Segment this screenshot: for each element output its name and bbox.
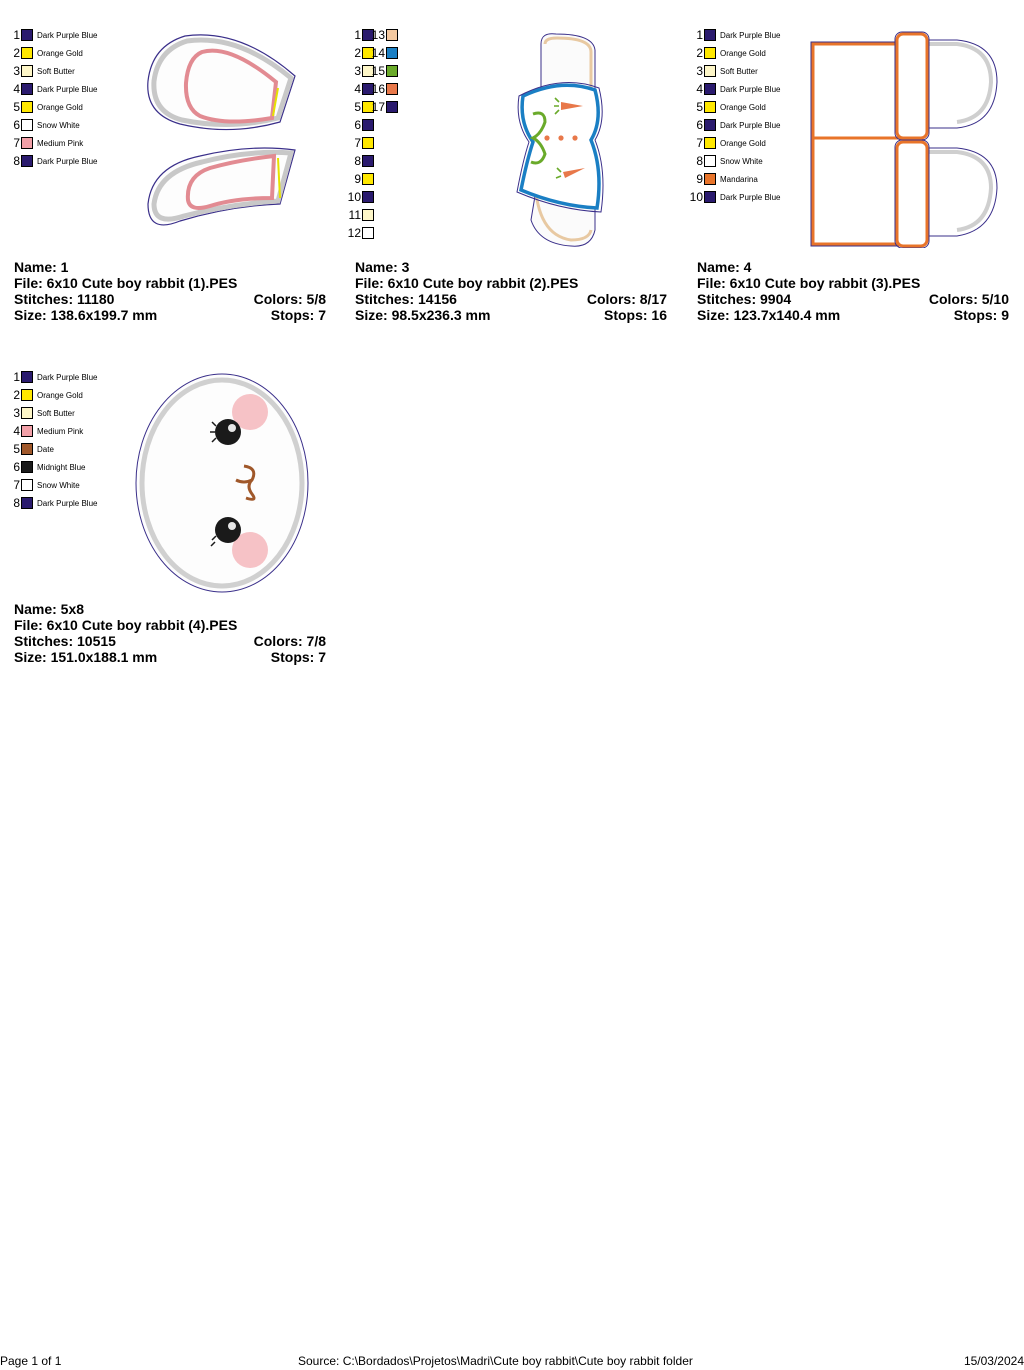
design-name: Name: 5x8 <box>14 601 85 617</box>
thread-swatch <box>704 47 716 59</box>
rabbit-feet-preview <box>807 30 1001 248</box>
thread-name: Snow White <box>37 120 80 130</box>
design-colors: Colors: 8/17 <box>586 291 667 307</box>
thread-number: 14 <box>371 46 385 60</box>
design-info <box>14 601 326 665</box>
thread-color-row <box>347 134 374 152</box>
thread-number: 7 <box>354 136 361 150</box>
thread-name: Midnight Blue <box>37 462 86 472</box>
thread-number: 16 <box>371 82 385 96</box>
thread-swatch <box>21 371 33 383</box>
thread-color-row <box>347 152 374 170</box>
thread-name: Dark Purple Blue <box>37 156 98 166</box>
thread-number: 1 <box>696 28 703 42</box>
design-block-2[interactable] <box>341 0 671 330</box>
source-path: Source: C:\Bordados\Projetos\Madri\Cute boy rabbit\Cute boy rabbit folder <box>298 1354 693 1368</box>
thread-color-row <box>347 206 374 224</box>
thread-color-row <box>6 386 83 404</box>
design-file: File: 6x10 Cute boy rabbit (2).PES <box>355 275 579 291</box>
design-name: Name: 1 <box>14 259 69 275</box>
thread-color-row <box>6 98 83 116</box>
thread-swatch <box>21 47 33 59</box>
thread-color-row <box>371 44 398 62</box>
thread-number: 2 <box>696 46 703 60</box>
thread-number: 7 <box>13 136 20 150</box>
thread-color-row <box>6 134 83 152</box>
thread-color-row <box>371 26 398 44</box>
thread-name: Medium Pink <box>37 426 84 436</box>
design-stitches: Stitches: 10515 <box>14 633 116 649</box>
thread-swatch <box>21 389 33 401</box>
thread-swatch <box>21 83 33 95</box>
thread-swatch <box>362 227 374 239</box>
thread-color-row <box>6 368 97 386</box>
thread-name: Orange Gold <box>720 48 766 58</box>
thread-number: 10 <box>347 190 361 204</box>
thread-color-row <box>347 224 374 242</box>
thread-color-row <box>347 98 374 116</box>
thread-swatch <box>21 155 33 167</box>
thread-swatch <box>704 83 716 95</box>
rabbit-face-preview <box>134 372 310 594</box>
thread-name: Dark Purple Blue <box>720 192 781 202</box>
thread-swatch <box>21 119 33 131</box>
design-stops: Stops: 16 <box>603 307 667 323</box>
design-colors: Colors: 5/8 <box>253 291 326 307</box>
thread-number: 2 <box>354 46 361 60</box>
thread-color-row <box>6 26 97 44</box>
design-info <box>355 259 667 323</box>
thread-swatch <box>704 155 716 167</box>
thread-color-row <box>689 80 780 98</box>
thread-number: 5 <box>354 100 361 114</box>
thread-number: 1 <box>354 28 361 42</box>
thread-swatch <box>386 83 398 95</box>
thread-number: 4 <box>13 424 20 438</box>
design-colors: Colors: 7/8 <box>253 633 326 649</box>
thread-swatch <box>386 101 398 113</box>
thread-number: 8 <box>13 496 20 510</box>
thread-number: 5 <box>696 100 703 114</box>
thread-color-row <box>689 152 763 170</box>
thread-number: 17 <box>371 100 385 114</box>
thread-swatch <box>362 137 374 149</box>
thread-color-row <box>6 80 97 98</box>
design-file: File: 6x10 Cute boy rabbit (3).PES <box>697 275 921 291</box>
thread-color-row <box>347 116 374 134</box>
thread-swatch <box>21 479 33 491</box>
thread-color-row <box>371 98 398 116</box>
thread-number: 6 <box>13 118 20 132</box>
thread-number: 3 <box>696 64 703 78</box>
thread-name: Dark Purple Blue <box>720 30 781 40</box>
design-colors: Colors: 5/10 <box>928 291 1009 307</box>
thread-name: Soft Butter <box>720 66 758 76</box>
thread-name: Soft Butter <box>37 66 75 76</box>
design-size: Size: 151.0x188.1 mm <box>14 649 158 665</box>
thread-name: Orange Gold <box>720 102 766 112</box>
thread-color-row <box>689 44 766 62</box>
thread-name: Mandarina <box>720 174 758 184</box>
thread-color-row <box>689 170 758 188</box>
thread-color-row <box>6 494 97 512</box>
design-stitches: Stitches: 14156 <box>355 291 457 307</box>
thread-number: 9 <box>354 172 361 186</box>
design-file: File: 6x10 Cute boy rabbit (4).PES <box>14 617 238 633</box>
thread-number: 9 <box>696 172 703 186</box>
design-size: Size: 138.6x199.7 mm <box>14 307 158 323</box>
thread-number: 8 <box>13 154 20 168</box>
thread-number: 3 <box>13 64 20 78</box>
design-stops: Stops: 7 <box>270 649 326 665</box>
thread-swatch <box>21 137 33 149</box>
thread-color-row <box>6 476 80 494</box>
design-file: File: 6x10 Cute boy rabbit (1).PES <box>14 275 238 291</box>
thread-number: 5 <box>13 100 20 114</box>
thread-swatch <box>21 443 33 455</box>
thread-color-row <box>689 116 780 134</box>
thread-number: 12 <box>347 226 361 240</box>
thread-color-row <box>689 188 780 206</box>
thread-name: Dark Purple Blue <box>37 84 98 94</box>
design-block-3[interactable] <box>683 0 1013 330</box>
design-stops: Stops: 9 <box>953 307 1009 323</box>
thread-number: 13 <box>371 28 385 42</box>
thread-number: 8 <box>696 154 703 168</box>
design-name: Name: 4 <box>697 259 752 275</box>
thread-number: 8 <box>354 154 361 168</box>
thread-swatch <box>21 425 33 437</box>
thread-name: Orange Gold <box>37 102 83 112</box>
thread-swatch <box>704 119 716 131</box>
thread-number: 6 <box>696 118 703 132</box>
page-number: Page 1 of 1 <box>0 1354 62 1368</box>
thread-color-row <box>371 80 398 98</box>
thread-swatch <box>386 47 398 59</box>
design-size: Size: 123.7x140.4 mm <box>697 307 841 323</box>
design-stops: Stops: 7 <box>270 307 326 323</box>
thread-color-row <box>6 62 75 80</box>
thread-color-row <box>689 62 758 80</box>
thread-color-row <box>6 440 54 458</box>
thread-swatch <box>362 209 374 221</box>
thread-swatch <box>362 173 374 185</box>
rabbit-vest-preview <box>511 30 611 252</box>
thread-swatch <box>21 29 33 41</box>
design-block-1[interactable] <box>0 0 330 330</box>
thread-color-row <box>6 152 97 170</box>
thread-color-row <box>6 404 75 422</box>
thread-swatch <box>704 137 716 149</box>
thread-number: 15 <box>371 64 385 78</box>
thread-name: Dark Purple Blue <box>37 372 98 382</box>
thread-swatch <box>386 65 398 77</box>
thread-color-row <box>347 62 374 80</box>
print-date: 15/03/2024 <box>963 1354 1024 1368</box>
thread-swatch <box>386 29 398 41</box>
thread-swatch <box>362 155 374 167</box>
thread-number: 4 <box>354 82 361 96</box>
thread-color-row <box>347 188 374 206</box>
design-block-4[interactable] <box>0 342 330 672</box>
thread-color-row <box>6 422 83 440</box>
thread-number: 2 <box>13 46 20 60</box>
thread-number: 7 <box>696 136 703 150</box>
thread-color-row <box>347 170 374 188</box>
thread-name: Medium Pink <box>37 138 84 148</box>
thread-number: 1 <box>13 370 20 384</box>
thread-swatch <box>21 461 33 473</box>
thread-color-row <box>371 62 398 80</box>
thread-swatch <box>704 191 716 203</box>
thread-color-row <box>6 116 80 134</box>
thread-name: Date <box>37 444 54 454</box>
design-stitches: Stitches: 11180 <box>14 291 115 307</box>
thread-color-row <box>347 80 374 98</box>
thread-name: Dark Purple Blue <box>720 84 781 94</box>
thread-number: 6 <box>354 118 361 132</box>
thread-color-row <box>6 458 85 476</box>
thread-swatch <box>21 65 33 77</box>
thread-name: Dark Purple Blue <box>37 30 98 40</box>
thread-name: Dark Purple Blue <box>37 498 98 508</box>
thread-swatch <box>704 29 716 41</box>
thread-number: 11 <box>348 208 361 222</box>
thread-name: Orange Gold <box>37 48 83 58</box>
thread-color-row <box>689 26 780 44</box>
thread-swatch <box>21 407 33 419</box>
rabbit-ears-preview <box>140 26 310 252</box>
design-info <box>14 259 326 323</box>
thread-swatch <box>362 119 374 131</box>
thread-number: 5 <box>13 442 20 456</box>
thread-number: 3 <box>354 64 361 78</box>
thread-number: 4 <box>696 82 703 96</box>
thread-swatch <box>704 101 716 113</box>
thread-name: Orange Gold <box>720 138 766 148</box>
thread-name: Orange Gold <box>37 390 83 400</box>
thread-number: 10 <box>689 190 703 204</box>
design-info <box>697 259 1009 323</box>
thread-name: Snow White <box>720 156 763 166</box>
design-name: Name: 3 <box>355 259 410 275</box>
thread-name: Dark Purple Blue <box>720 120 781 130</box>
thread-color-row <box>689 134 766 152</box>
thread-swatch <box>704 65 716 77</box>
thread-color-row <box>689 98 766 116</box>
design-stitches: Stitches: 9904 <box>697 291 792 307</box>
thread-number: 2 <box>13 388 20 402</box>
thread-number: 4 <box>13 82 20 96</box>
thread-swatch <box>21 497 33 509</box>
thread-color-row <box>6 44 83 62</box>
thread-number: 1 <box>13 28 20 42</box>
thread-swatch <box>362 191 374 203</box>
thread-color-row <box>347 44 374 62</box>
thread-name: Snow White <box>37 480 80 490</box>
thread-swatch <box>21 101 33 113</box>
thread-number: 6 <box>13 460 20 474</box>
thread-name: Soft Butter <box>37 408 75 418</box>
thread-number: 7 <box>13 478 20 492</box>
thread-swatch <box>704 173 716 185</box>
thread-number: 3 <box>13 406 20 420</box>
thread-color-row <box>347 26 374 44</box>
design-size: Size: 98.5x236.3 mm <box>355 307 491 323</box>
